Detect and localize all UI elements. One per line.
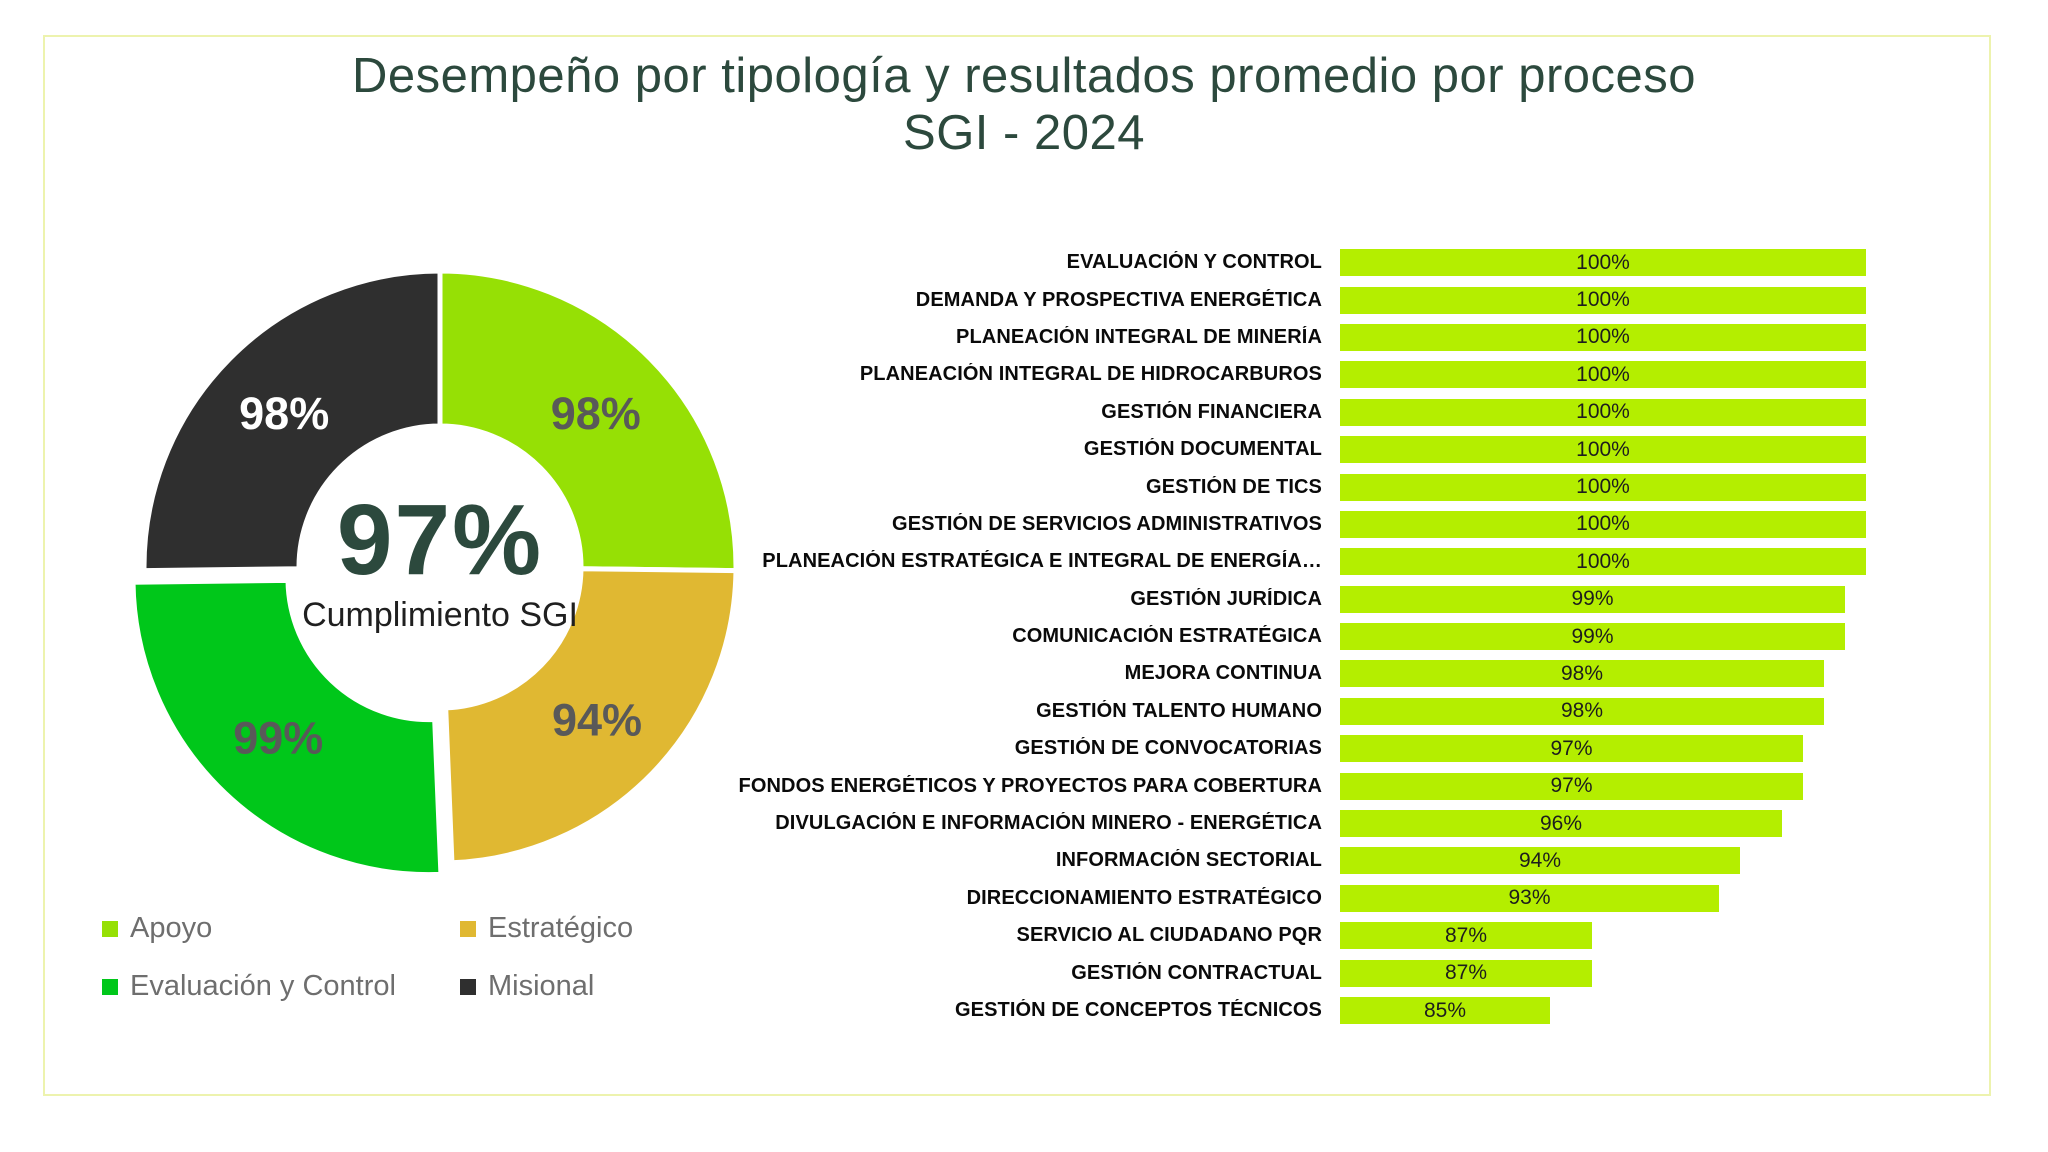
- bar-track: [1340, 399, 1866, 426]
- bar-track: [1340, 922, 1592, 949]
- bar-category-label: DIRECCIONAMIENTO ESTRATÉGICO: [966, 886, 1322, 909]
- bar-row: [608, 543, 2008, 580]
- bar-track: [1340, 997, 1550, 1024]
- bar-value: 87%: [1444, 923, 1488, 947]
- bar-row: [608, 431, 2008, 468]
- bar: [1340, 586, 1845, 613]
- bar: [1340, 249, 1866, 276]
- bar-category-label: PLANEACIÓN INTEGRAL DE MINERÍA: [956, 325, 1322, 348]
- bar-track: [1340, 586, 1845, 613]
- bar: [1340, 474, 1866, 501]
- bar-row: [608, 880, 2008, 917]
- donut-slice-value-1: 94%: [551, 694, 643, 746]
- bar-value: 100%: [1576, 250, 1630, 274]
- donut-center-value: 97%: [336, 484, 544, 596]
- bar-row: [608, 356, 2008, 393]
- bar-value: 100%: [1576, 512, 1630, 536]
- bar-track: [1340, 960, 1592, 987]
- bar-category-label: GESTIÓN FINANCIERA: [1101, 400, 1322, 423]
- bar-value: 85%: [1423, 998, 1467, 1022]
- legend-swatch-misional: [460, 979, 476, 995]
- donut-center-label: [300, 486, 580, 637]
- bar-row: [608, 655, 2008, 692]
- chart-title-line-2: SGI - 2024: [903, 106, 1145, 160]
- bar-value: 98%: [1560, 699, 1604, 723]
- bar-row: [608, 730, 2008, 767]
- bar: [1340, 997, 1550, 1024]
- bar-category-label: MEJORA CONTINUA: [1124, 662, 1322, 685]
- legend-item-apoyo: [102, 912, 460, 945]
- legend-label-apoyo: Apoyo: [130, 912, 213, 944]
- bar-row: [608, 917, 2008, 954]
- bar-row: [608, 954, 2008, 991]
- bar: [1340, 399, 1866, 426]
- bar-track: [1340, 735, 1803, 762]
- bar: [1340, 623, 1845, 650]
- bar-track: [1340, 773, 1803, 800]
- bar-value: 100%: [1576, 437, 1630, 461]
- bar: [1340, 324, 1866, 351]
- bar: [1340, 735, 1803, 762]
- bar-category-label: DIVULGACIÓN E INFORMACIÓN MINERO - ENERGÉTICA: [775, 812, 1322, 835]
- bar-category-label: GESTIÓN CONTRACTUAL: [1071, 961, 1322, 984]
- bar-track: [1340, 324, 1866, 351]
- bar-row: [608, 992, 2008, 1029]
- bar-value: 87%: [1444, 961, 1488, 985]
- bar-value: 93%: [1508, 886, 1551, 910]
- bar-value: 96%: [1539, 811, 1583, 835]
- bar: [1340, 287, 1866, 314]
- bar: [1340, 847, 1740, 874]
- bar-track: [1340, 361, 1866, 388]
- bar-category-label: COMUNICACIÓN ESTRATÉGICA: [1012, 625, 1322, 648]
- bar-row: [608, 244, 2008, 281]
- bar-track: [1340, 249, 1866, 276]
- bar-track: [1340, 698, 1824, 725]
- bar-category-label: GESTIÓN DE TICS: [1146, 475, 1322, 498]
- bar: [1340, 660, 1824, 687]
- donut-center-sublabel: Cumplimiento SGI: [302, 596, 578, 634]
- bar-category-label: DEMANDA Y PROSPECTIVA ENERGÉTICA: [915, 288, 1322, 311]
- bar-value: 100%: [1576, 400, 1630, 424]
- bar-category-label: SERVICIO AL CIUDADANO PQR: [1016, 924, 1322, 947]
- bar: [1340, 960, 1592, 987]
- bar: [1340, 698, 1824, 725]
- bar-value: 100%: [1576, 288, 1630, 312]
- donut-slice-value-2: 99%: [233, 712, 324, 764]
- bar-row: [608, 468, 2008, 505]
- legend-label-estrategico: Estratégico: [488, 912, 634, 944]
- bar-track: [1340, 623, 1845, 650]
- bar-track: [1340, 474, 1866, 501]
- bar-track: [1340, 436, 1866, 463]
- donut-slice-value-3: 98%: [239, 388, 330, 440]
- bar-category-label: GESTIÓN DOCUMENTAL: [1083, 438, 1322, 461]
- bar-value: 100%: [1576, 325, 1630, 349]
- bar-row: [608, 319, 2008, 356]
- bar-row: [608, 394, 2008, 431]
- bar-category-label: GESTIÓN TALENTO HUMANO: [1036, 699, 1322, 722]
- legend-swatch-evaluacion-y-control: [102, 979, 118, 995]
- bar-category-label: GESTIÓN DE SERVICIOS ADMINISTRATIVOS: [892, 512, 1322, 535]
- bar-category-label: GESTIÓN JURÍDICA: [1130, 587, 1322, 610]
- bar-category-label: EVALUACIÓN Y CONTROL: [1066, 251, 1322, 274]
- legend-label-misional: Misional: [488, 970, 595, 1002]
- bar-row: [608, 281, 2008, 318]
- bar-value: 97%: [1550, 774, 1593, 798]
- bar-value: 100%: [1576, 549, 1630, 573]
- legend-swatch-apoyo: [102, 921, 118, 937]
- bar-row: [608, 581, 2008, 618]
- bar: [1340, 922, 1592, 949]
- bar: [1340, 810, 1782, 837]
- bar-category-label: PLANEACIÓN ESTRATÉGICA E INTEGRAL DE ENERGÍA…: [762, 550, 1322, 573]
- bar-value: 94%: [1518, 848, 1562, 872]
- bar-value: 99%: [1571, 587, 1614, 611]
- legend-item-evaluacion-y-control: [102, 970, 460, 1003]
- bar-track: [1340, 511, 1866, 538]
- legend-label-evaluacion-y-control: Evaluación y Control: [130, 970, 396, 1002]
- bar-category-label: INFORMACIÓN SECTORIAL: [1055, 849, 1322, 872]
- bar-track: [1340, 885, 1719, 912]
- bar-value: 99%: [1571, 624, 1614, 648]
- bar-category-label: FONDOS ENERGÉTICOS Y PROYECTOS PARA COBERTURA: [738, 774, 1322, 797]
- chart-title: [0, 48, 2048, 162]
- bar: [1340, 436, 1866, 463]
- legend-swatch-estrategico: [460, 921, 476, 937]
- bar-value: 100%: [1576, 475, 1630, 499]
- bar-track: [1340, 810, 1782, 837]
- bar: [1340, 361, 1866, 388]
- bar-row: [608, 618, 2008, 655]
- chart-title-line-1: Desempeño por tipología y resultados promedio por proceso: [351, 49, 1697, 103]
- bar-row: [608, 842, 2008, 879]
- bar-category-label: GESTIÓN DE CONVOCATORIAS: [1014, 737, 1322, 760]
- bar-category-label: PLANEACIÓN INTEGRAL DE HIDROCARBUROS: [859, 363, 1322, 386]
- bar-row: [608, 767, 2008, 804]
- bar-value: 97%: [1550, 736, 1593, 760]
- bar: [1340, 773, 1803, 800]
- bar-track: [1340, 660, 1824, 687]
- bar-row: [608, 805, 2008, 842]
- bar-category-label: GESTIÓN DE CONCEPTOS TÉCNICOS: [954, 999, 1322, 1021]
- bar-value: 98%: [1560, 661, 1604, 685]
- bar-row: [608, 506, 2008, 543]
- bar-value: 100%: [1576, 362, 1630, 386]
- bar-track: [1340, 548, 1866, 575]
- bar-track: [1340, 847, 1740, 874]
- bar-track: [1340, 287, 1866, 314]
- donut-slice-value-0: 98%: [550, 388, 641, 440]
- bar: [1340, 511, 1866, 538]
- bar: [1340, 548, 1866, 575]
- bar: [1340, 885, 1719, 912]
- bar-chart: [608, 244, 2008, 1029]
- bar-row: [608, 693, 2008, 730]
